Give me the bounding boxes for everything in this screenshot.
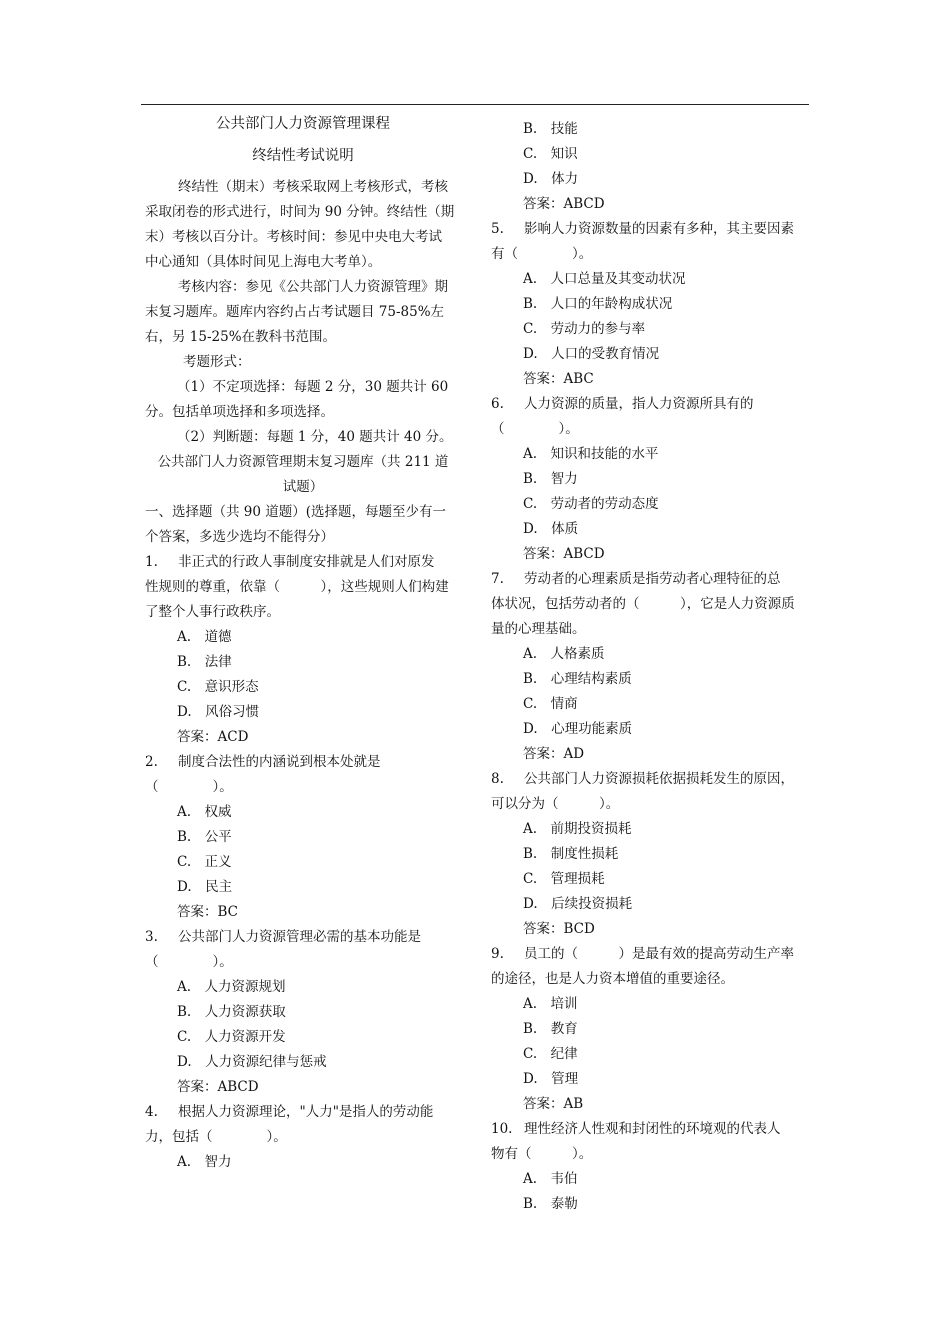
question-text: 员工的（ ）是最有效的提高劳动生产率 bbox=[524, 946, 794, 962]
option-c: C. 知识 bbox=[523, 146, 578, 162]
option-d: D. 人力资源纪律与惩戒 bbox=[177, 1054, 327, 1070]
question-text: 公共部门人力资源损耗依据损耗发生的原因， bbox=[524, 771, 794, 787]
question-number: 3. bbox=[145, 929, 158, 945]
question-text: （ ）。 bbox=[491, 421, 579, 437]
option-a: A. 培训 bbox=[523, 996, 578, 1012]
question-9 bbox=[491, 942, 811, 1117]
option-b: B. 智力 bbox=[523, 471, 578, 487]
answer: 答案：ABCD bbox=[523, 546, 605, 562]
question-text: 的途径，也是人力资本增值的重要途径。 bbox=[491, 971, 734, 987]
option-b: B. 法律 bbox=[177, 654, 232, 670]
option-d: D. 体力 bbox=[523, 171, 579, 187]
header-rule bbox=[141, 104, 809, 105]
option-a: A. 人力资源规划 bbox=[177, 979, 286, 995]
question-number: 10. bbox=[491, 1121, 513, 1137]
question-text: 根据人力资源理论，"人力"是指人的劳动能 bbox=[178, 1104, 434, 1120]
option-c: C. 意识形态 bbox=[177, 679, 259, 695]
format-line: 分。包括单项选择和多项选择。 bbox=[145, 404, 334, 420]
option-d: D. 民主 bbox=[177, 879, 233, 895]
bank-title bbox=[145, 450, 461, 500]
question-2 bbox=[145, 750, 461, 925]
question-text: 制度合法性的内涵说到根本处就是 bbox=[178, 754, 381, 770]
option-c: C. 纪律 bbox=[523, 1046, 578, 1062]
format-line: （1）不定项选择：每题 2 分，30 题共计 60 bbox=[177, 379, 449, 395]
question-number: 1. bbox=[145, 554, 158, 570]
left-column bbox=[145, 112, 461, 1175]
question-number: 5. bbox=[491, 221, 504, 237]
option-b: B. 教育 bbox=[523, 1021, 578, 1037]
intro-line: 采取闭卷的形式进行，时间为 90 分钟。终结性（期 bbox=[145, 204, 455, 220]
question-7 bbox=[491, 567, 811, 767]
question-number: 4. bbox=[145, 1104, 158, 1120]
option-b: B. 泰勒 bbox=[523, 1196, 578, 1212]
intro-line: 末）考核以百分计。考核时间：参见中央电大考试 bbox=[145, 229, 442, 245]
option-a: A. 韦伯 bbox=[523, 1171, 578, 1187]
option-c: C. 情商 bbox=[523, 696, 578, 712]
answer: 答案：AD bbox=[523, 746, 585, 762]
answer: 答案：AB bbox=[523, 1096, 584, 1112]
intro-paragraph-1 bbox=[145, 175, 461, 275]
option-d: D. 人口的受教育情况 bbox=[523, 346, 660, 362]
option-a: A. 人格素质 bbox=[523, 646, 605, 662]
question-number: 6. bbox=[491, 396, 504, 412]
format-title: 考题形式： bbox=[183, 354, 251, 370]
option-d: D. 风俗习惯 bbox=[177, 704, 260, 720]
question-text: 量的心理基础。 bbox=[491, 621, 586, 637]
question-3 bbox=[145, 925, 461, 1100]
question-number: 2. bbox=[145, 754, 158, 770]
option-d: D. 后续投资损耗 bbox=[523, 896, 633, 912]
question-text: 影响人力资源数量的因素有多种，其主要因素 bbox=[524, 221, 794, 237]
question-number: 8. bbox=[491, 771, 504, 787]
question-text: 可以分为（ ）。 bbox=[491, 796, 620, 812]
answer: 答案：ACD bbox=[177, 729, 249, 745]
option-d: D. 心理功能素质 bbox=[523, 721, 633, 737]
option-a: A. 道德 bbox=[177, 629, 232, 645]
question-4 bbox=[145, 1100, 461, 1175]
intro-line: 右，另 15-25%在教科书范围。 bbox=[145, 329, 337, 345]
question-text: 了整个人事行政秩序。 bbox=[145, 604, 280, 620]
option-b: B. 公平 bbox=[177, 829, 232, 845]
question-10 bbox=[491, 1117, 811, 1217]
option-c: C. 人力资源开发 bbox=[177, 1029, 286, 1045]
question-text: 劳动者的心理素质是指劳动者心理特征的总 bbox=[524, 571, 781, 587]
section-line: 一、选择题（共 90 道题）(选择题，每题至少有一 bbox=[145, 504, 447, 520]
option-a: A. 智力 bbox=[177, 1154, 232, 1170]
option-b: B. 制度性损耗 bbox=[523, 846, 619, 862]
option-d: D. 体质 bbox=[523, 521, 579, 537]
option-a: A. 权威 bbox=[177, 804, 232, 820]
question-number: 9. bbox=[491, 946, 504, 962]
option-c: C. 正义 bbox=[177, 854, 232, 870]
option-b: B. 心理结构素质 bbox=[523, 671, 632, 687]
intro-line: 考核内容：参见《公共部门人力资源管理》期 bbox=[178, 279, 448, 295]
question-4-continued bbox=[491, 117, 811, 217]
question-text: 体状况，包括劳动者的（ ），它是人力资源质 bbox=[491, 596, 795, 612]
doc-title: 公共部门人力资源管理课程 bbox=[216, 116, 390, 132]
question-text: （ ）。 bbox=[145, 954, 233, 970]
format-item-1 bbox=[145, 375, 461, 425]
format-item-2: （2）判断题：每题 1 分，40 题共计 40 分。 bbox=[177, 429, 453, 445]
intro-line: 中心通知（具体时间见上海电大考单）。 bbox=[145, 254, 382, 270]
question-5 bbox=[491, 217, 811, 392]
question-text: 非正式的行政人事制度安排就是人们对原发 bbox=[178, 554, 435, 570]
question-text: 性规则的尊重，依靠（ ），这些规则人们构建 bbox=[145, 579, 449, 595]
question-8 bbox=[491, 767, 811, 942]
question-text: 力，包括（ ）。 bbox=[145, 1129, 287, 1145]
question-text: 物有（ ）。 bbox=[491, 1146, 593, 1162]
option-b: B. 人口的年龄构成状况 bbox=[523, 296, 673, 312]
answer: 答案：ABCD bbox=[177, 1079, 259, 1095]
intro-paragraph-2 bbox=[145, 275, 461, 350]
option-b: B. 人力资源获取 bbox=[177, 1004, 286, 1020]
doc-subtitle: 终结性考试说明 bbox=[252, 148, 354, 164]
answer: 答案：ABC bbox=[523, 371, 594, 387]
intro-line: 末复习题库。题库内容约占占考试题目 75-85%左 bbox=[145, 304, 445, 320]
bank-title-line: 公共部门人力资源管理期末复习题库（共 211 道 bbox=[157, 454, 449, 470]
option-c: C. 管理损耗 bbox=[523, 871, 605, 887]
option-c: C. 劳动者的劳动态度 bbox=[523, 496, 659, 512]
option-d: D. 管理 bbox=[523, 1071, 579, 1087]
answer: 答案：ABCD bbox=[523, 196, 605, 212]
question-text: 公共部门人力资源管理必需的基本功能是 bbox=[178, 929, 421, 945]
question-text: 理性经济人性观和封闭性的环境观的代表人 bbox=[524, 1121, 781, 1137]
question-1 bbox=[145, 550, 461, 750]
option-a: A. 知识和技能的水平 bbox=[523, 446, 659, 462]
answer: 答案：BC bbox=[177, 904, 239, 920]
question-6 bbox=[491, 392, 811, 567]
option-c: C. 劳动力的参与率 bbox=[523, 321, 646, 337]
question-text: 有（ ）。 bbox=[491, 246, 593, 262]
bank-title-line: 试题） bbox=[282, 479, 324, 495]
option-a: A. 人口总量及其变动状况 bbox=[523, 271, 686, 287]
question-text: （ ）。 bbox=[145, 779, 233, 795]
question-text: 人力资源的质量，指人力资源所具有的 bbox=[524, 396, 754, 412]
section-heading bbox=[145, 500, 461, 550]
intro-line: 终结性（期末）考核采取网上考核形式，考核 bbox=[178, 179, 448, 195]
section-line: 个答案，多选少选均不能得分） bbox=[145, 529, 334, 545]
right-column bbox=[491, 117, 811, 1217]
option-b: B. 技能 bbox=[523, 121, 578, 137]
option-a: A. 前期投资损耗 bbox=[523, 821, 632, 837]
answer: 答案：BCD bbox=[523, 921, 595, 937]
question-number: 7. bbox=[491, 571, 504, 587]
